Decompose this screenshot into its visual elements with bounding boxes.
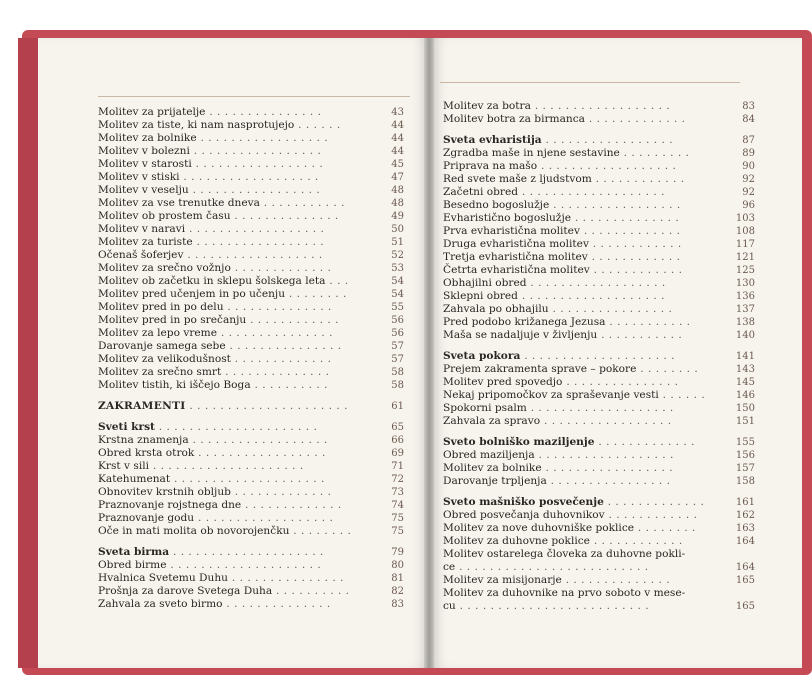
toc-leader-dots: . . . . . . . . . . . . . . . . . [189,145,322,157]
toc-entry-title: Molitev za duhovnike na prvo soboto v mese- [443,587,686,599]
toc-entry-page: 145 [735,377,755,388]
toc-leader-dots: . . . . . . . . . . . . [591,173,685,185]
toc-leader-dots: . . . . . . . . . . . [597,329,683,341]
toc-entry-page: 43 [391,107,404,118]
toc-entry-title: Molitev za misijonarje [443,574,562,586]
toc-entry [98,210,404,223]
toc-entry [443,134,755,147]
toc-entry [98,499,404,512]
toc-entry [443,376,755,389]
toc-entry-page: 44 [391,120,404,131]
toc-leader-dots: . . . . . . . . . . . . . [579,225,681,237]
toc-leader-dots: . . . . . . [658,389,706,401]
toc-entry [443,251,755,264]
toc-entry [98,197,404,210]
toc-leader-dots: . . . . . . . . . . . . . . . . . . . . [520,350,676,362]
toc-entry-title: Sveti krst [98,421,155,433]
toc-leader-dots: . . . . . . . . . . . . [588,238,682,250]
toc-leader-dots: . . . . . . . . . . . . . . [223,301,332,313]
toc-entry-title: Molitev za duhovne poklice [443,535,590,547]
toc-entry-title: Molitev za bolnike [443,462,542,474]
toc-leader-dots: . . . . . . . . . . . . . [594,436,696,448]
toc-leader-dots: . . . . . . . . . . . . . . . [562,376,679,388]
toc-leader-dots: . . . . . . . . . . . . . . . [228,572,345,584]
toc-leader-dots: . . . . . . . . . . . . . [603,496,705,508]
toc-entry [98,236,404,249]
toc-entry-title: Molitev za nove duhovniške poklice [443,522,635,534]
toc-entry-title: Prva evharistična molitev [443,225,580,237]
toc-entry-page: 158 [735,476,755,487]
toc-entry [98,262,404,275]
toc-entry-title: Prejem zakramenta sprave – pokore [443,363,637,375]
toc-entry-title: Obred maziljenja [443,449,535,461]
toc-entry-title: Praznovanje rojstnega dne [98,499,242,511]
toc-leader-dots: . . . . . . . . . . . [259,197,346,209]
toc-entry-page: 79 [391,547,404,558]
toc-entry-title: Molitev v naravi [98,223,186,235]
toc-leader-dots: . . . . . . . . . . . . . . [222,598,331,610]
toc-entry-page: 75 [391,526,404,537]
toc-entry-page: 84 [742,114,755,125]
toc-entry [443,462,755,475]
toc-leader-dots: . . . . . . . . [636,363,699,375]
left-toc-list [98,106,404,611]
toc-leader-dots: . . . . . . . . . . . . . . . . . [188,184,321,196]
toc-leader-dots: . . . . . . . . . . . . . . . . . . [530,100,671,112]
toc-entry [98,585,404,598]
toc-entry-page: 54 [391,276,404,287]
toc-entry-page: 90 [742,161,755,172]
toc-entry-page: 96 [742,200,755,211]
toc-entry [98,525,404,538]
toc-entry [443,290,755,303]
toc-entry-page: 165 [735,575,755,586]
toc-entry-page: 61 [391,401,404,412]
toc-entry [443,561,755,574]
toc-entry [443,147,755,160]
toc-entry-page: 156 [735,450,755,461]
toc-leader-dots: . . . . . . . . . . . . . [241,499,342,511]
toc-entry-page: 143 [735,364,755,375]
toc-entry-page: 55 [391,302,404,313]
toc-entry-title: Evharistično bogoslužje [443,212,571,224]
toc-entry-title: Sveta birma [98,546,170,558]
toc-entry-page: 49 [391,211,404,222]
toc-leader-dots: . . . . . . . . . . . . . . . . . [194,447,326,459]
toc-leader-dots: . . . . . . . . . . . . . . . . . . . [526,402,674,414]
toc-entry [98,421,404,434]
toc-entry-page: 69 [391,448,404,459]
toc-entry-title: Oče in mati molita ob novorojenčku [98,525,290,537]
toc-entry [98,447,404,460]
toc-leader-dots: . . . . . . . . . . . . . . [571,212,680,224]
toc-entry-title: Molitev za srečno vožnjo [98,262,231,274]
toc-entry [443,350,755,363]
toc-entry-page: 92 [742,187,755,198]
toc-entry [98,301,404,314]
toc-leader-dots: . . . . . . . . . . . . [589,535,683,547]
toc-entry [98,366,404,379]
toc-entry-title: ce [443,561,456,573]
toc-entry-title: Molitev pred spovedjo [443,376,563,388]
toc-leader-dots: . . . . . . . . . . . . [246,314,340,326]
toc-entry-page: 165 [735,601,755,612]
toc-entry [98,546,404,559]
toc-entry-page: 150 [735,403,755,414]
toc-leader-dots: . . . . . . . . . . . . . . . . . . [534,449,674,461]
toc-entry-page: 74 [391,500,404,511]
toc-leader-dots: . . . . . . . . . . . . . . . . . [549,199,681,211]
toc-leader-dots: . . . . . . . . . . . . . . . . . . . . . . . . . [455,600,650,612]
toc-leader-dots: . . . . . . . . . . . . . . . . . . [526,277,666,289]
toc-entry [443,329,755,342]
toc-entry [98,400,404,413]
toc-entry-page: 58 [391,380,404,391]
toc-entry [98,171,404,184]
toc-entry-page: 108 [735,226,755,237]
toc-entry-title: Molitev ostarelega človeka za duhovne pokli- [443,548,686,560]
toc-entry-title: Molitev ob prostem času [98,210,231,222]
toc-entry [98,559,404,572]
toc-entry [443,389,755,402]
toc-entry-page: 54 [391,289,404,300]
toc-entry [443,509,755,522]
toc-entry-title: Praznovanje godu [98,512,195,524]
toc-leader-dots: . . . . . . . . . . . . . . . . . . . . . [154,421,318,433]
toc-entry-title: ZAKRAMENTI [98,400,186,412]
toc-entry-page: 47 [391,172,404,183]
toc-leader-dots: . . . . . . . . . . . . . . . . . . [188,434,328,446]
toc-entry-page: 48 [391,185,404,196]
toc-entry [98,314,404,327]
toc-entry [443,496,755,509]
toc-entry-title: Zahvala po obhajilu [443,303,549,315]
toc-entry-title: Obred krsta otrok [98,447,195,459]
toc-entry-page: 117 [735,239,755,250]
toc-entry-title: Obred posvečanja duhovnikov [443,509,605,521]
toc-entry [443,264,755,277]
toc-entry [443,522,755,535]
toc-entry [443,415,755,428]
toc-entry-page: 125 [735,265,755,276]
toc-entry-page: 51 [391,237,404,248]
toc-leader-dots: . . . . . . . . . . . . . . [230,210,339,222]
toc-entry [98,132,404,145]
book-spine-edge [18,38,38,668]
toc-leader-dots: . . . . . . . . [285,288,347,300]
toc-entry-page: 89 [742,148,755,159]
toc-entry-page: 83 [391,599,404,610]
toc-entry [443,186,755,199]
toc-entry-page: 80 [391,560,404,571]
toc-entry [443,225,755,238]
toc-entry-title: Molitev pred in po srečanju [98,314,247,326]
toc-entry-title: Obhajilni obred [443,277,527,289]
toc-entry [98,275,404,288]
toc-entry-page: 83 [742,101,755,112]
toc-entry-page: 146 [735,390,755,401]
toc-leader-dots: . . . . . . . . . . [250,379,329,391]
toc-entry-title: Tretja evharistična molitev [443,251,588,263]
toc-entry-page: 157 [735,463,755,474]
toc-entry-page: 161 [735,497,755,508]
toc-entry [443,535,755,548]
toc-entry-title: Molitev za prijatelje [98,106,206,118]
toc-entry [98,145,404,158]
toc-entry-title: Zahvala za sveto birmo [98,598,223,610]
toc-entry [98,512,404,525]
toc-entry [98,434,404,447]
toc-entry-title: Molitev za botra [443,100,531,112]
toc-entry [98,340,404,353]
toc-entry-page: 81 [391,573,404,584]
toc-entry-title: Molitev tistih, ki iščejo Boga [98,379,251,391]
toc-entry-page: 141 [735,351,755,362]
toc-leader-dots: . . . . . . . . . . . . . . . [225,340,342,352]
toc-entry [98,486,404,499]
toc-leader-dots: . . . . . . . . . . . . . [584,113,686,125]
left-page-rule [98,96,410,97]
toc-entry-title: Pred podobo križanega Jezusa [443,316,606,328]
toc-entry-page: 65 [391,422,404,433]
toc-entry-title: Druga evharistična molitev [443,238,589,250]
toc-leader-dots: . . . . . . . . . . . . . . . . [546,475,671,487]
toc-leader-dots: . . . [325,275,349,287]
toc-entry [98,598,404,611]
toc-entry-title: Molitev pred in po delu [98,301,224,313]
toc-entry-page: 73 [391,487,404,498]
toc-entry-title: Sveta pokora [443,350,521,362]
toc-entry-page: 72 [391,474,404,485]
toc-entry-title: Obnovitev krstnih obljub [98,486,231,498]
toc-leader-dots: . . . . . . . . . . . . . . [221,366,330,378]
toc-entry-page: 53 [391,263,404,274]
toc-entry [443,548,755,561]
toc-entry-title: Spokorni psalm [443,402,527,414]
toc-entry-page: 52 [391,250,404,261]
toc-entry-page: 136 [735,291,755,302]
toc-entry-title: Krstna znamenja [98,434,189,446]
toc-entry-title: Obred birme [98,559,167,571]
toc-entry-page: 162 [735,510,755,521]
toc-entry-title: Molitev v bolezni [98,145,190,157]
toc-leader-dots: . . . . . . . . . . . . [589,264,683,276]
toc-entry [98,158,404,171]
toc-entry [98,288,404,301]
toc-entry-title: Darovanje trpljenja [443,475,547,487]
toc-entry [443,574,755,587]
toc-leader-dots: . . . . . . . . . . . . . . . . . [196,132,329,144]
toc-entry [443,277,755,290]
toc-entry-page: 57 [391,354,404,365]
toc-entry-page: 137 [735,304,755,315]
toc-leader-dots: . . . . . . . . . . [272,585,350,597]
toc-entry-title: Molitev v starosti [98,158,192,170]
toc-entry-page: 44 [391,133,404,144]
toc-entry-title: Četrta evharistična molitev [443,264,590,276]
toc-entry-page: 164 [735,536,755,547]
toc-leader-dots: . . . . . . . . . . . . . . . . . . [183,249,323,261]
toc-leader-dots: . . . . . . . . . . . . . . . . . . . . . . . . . [455,561,649,573]
toc-entry [443,199,755,212]
toc-leader-dots: . . . . . . . . . . . . . . . . . [191,158,324,170]
toc-entry-page: 45 [391,159,404,170]
toc-entry-title: Molitev pred učenjem in po učenju [98,288,286,300]
toc-entry-page: 163 [735,523,755,534]
toc-entry [98,327,404,340]
toc-leader-dots: . . . . . . . . . . . . . . . . . . . . [149,460,304,472]
toc-entry [98,223,404,236]
toc-entry [98,106,404,119]
toc-leader-dots: . . . . . . . . . . . . . [230,353,332,365]
toc-entry-title: Priprava na mašo [443,160,538,172]
toc-entry-page: 44 [391,146,404,157]
toc-entry-title: Molitev za bolnike [98,132,197,144]
toc-entry-title: Molitev za lepo vreme [98,327,217,339]
toc-leader-dots: . . . . . . . . . . . . . . . . . . [537,160,677,172]
toc-entry-page: 155 [735,437,755,448]
toc-leader-dots: . . . . . . . . . [619,147,690,159]
toc-entry-title: Molitev v veselju [98,184,189,196]
toc-entry [443,475,755,488]
toc-leader-dots: . . . . . . . . . . . . [604,509,698,521]
toc-leader-dots: . . . . . . . . [634,522,696,534]
toc-entry-title: Besedno bogoslužje [443,199,550,211]
toc-entry [443,587,755,600]
toc-entry [443,113,755,126]
toc-leader-dots: . . . . . . . . . . . . . . . [216,327,333,339]
toc-entry-title: Sklepni obred [443,290,518,302]
toc-entry-page: 75 [391,513,404,524]
toc-entry-title: Red svete maše z ljudstvom [443,173,592,185]
toc-entry-page: 57 [391,341,404,352]
toc-entry-title: Prošnja za darove Svetega Duha [98,585,273,597]
toc-entry-title: Sveto mašniško posvečenje [443,496,604,508]
toc-entry-title: Molitev v stiski [98,171,180,183]
toc-leader-dots: . . . . . . . . . . . [605,316,691,328]
toc-entry-title: cu [443,600,456,612]
toc-entry-page: 58 [391,367,404,378]
toc-entry-title: Darovanje samega sebe [98,340,226,352]
right-toc-list [443,100,755,613]
toc-entry-title: Sveto bolniško maziljenje [443,436,595,448]
toc-entry-title: Zgradba maše in njene sestavine [443,147,620,159]
book-gutter [424,38,434,668]
toc-entry [98,249,404,262]
toc-leader-dots: . . . . . . . . . . . . . . . [205,106,322,118]
toc-entry-page: 92 [742,174,755,185]
toc-entry [443,238,755,251]
toc-entry [98,460,404,473]
toc-entry-page: 56 [391,328,404,339]
toc-entry [443,173,755,186]
toc-entry [443,436,755,449]
toc-entry [443,449,755,462]
toc-entry-page: 87 [742,135,755,146]
toc-entry [98,473,404,486]
toc-entry-title: Očenaš šoferjev [98,249,184,261]
toc-entry-title: Molitev za tiste, ki nam nasprotujejo [98,119,295,131]
toc-entry-title: Hvalnica Svetemu Duhu [98,572,228,584]
toc-entry [98,572,404,585]
toc-entry [443,303,755,316]
toc-entry-page: 151 [735,416,755,427]
toc-entry-page: 138 [735,317,755,328]
toc-entry-title: Molitev za velikodušnost [98,353,231,365]
toc-entry-title: Katehumenat [98,473,171,485]
toc-entry-page: 121 [735,252,755,263]
toc-leader-dots: . . . . . . . . . . . . . . . . . . . . . [185,400,348,412]
toc-entry-page: 48 [391,198,404,209]
toc-leader-dots: . . . . . . . . . . . . . . . . . [541,134,674,146]
toc-leader-dots: . . . . . . . . . . . . [587,251,681,263]
toc-leader-dots: . . . . . . . . . . . . . . . . . . . . [169,546,324,558]
toc-entry [98,379,404,392]
toc-entry-page: 82 [391,586,404,597]
toc-entry-title: Molitev ob začetku in sklepu šolskega leta [98,275,326,287]
toc-leader-dots: . . . . . . . . . . . . . . . . [548,303,673,315]
toc-entry-title: Molitev za turiste [98,236,193,248]
toc-leader-dots: . . . . . . . . . . . . . . . . . [540,415,672,427]
toc-leader-dots: . . . . . . . . . . . . . . . . . [541,462,674,474]
toc-entry [443,212,755,225]
toc-leader-dots: . . . . . . . . . . . . . . . . . . . [518,186,665,198]
toc-leader-dots: . . . . . . . . . . . . . . . . . . . . [170,473,325,485]
toc-leader-dots: . . . . . . [294,119,341,131]
toc-entry [98,184,404,197]
toc-entry [443,316,755,329]
toc-leader-dots: . . . . . . . . . . . . . . . . . . . [517,290,665,302]
toc-leader-dots: . . . . . . . . . . . . . . . . . . [194,512,334,524]
toc-entry-title: Sveta evharistija [443,134,542,146]
toc-leader-dots: . . . . . . . . . . . . . . . . . . [185,223,325,235]
toc-leader-dots: . . . . . . . . . . . . . . . . . . [179,171,319,183]
toc-entry-page: 66 [391,435,404,446]
toc-leader-dots: . . . . . . . . . . . . . [230,486,332,498]
toc-leader-dots: . . . . . . . . [289,525,352,537]
toc-entry-title: Zahvala za spravo [443,415,541,427]
right-page-rule [440,82,740,83]
toc-entry [443,160,755,173]
toc-entry-title: Molitev za srečno smrt [98,366,222,378]
toc-entry-page: 164 [735,562,755,573]
toc-entry-page: 50 [391,224,404,235]
toc-entry-page: 140 [735,330,755,341]
toc-entry-title: Nekaj pripomočkov za spraševanje vesti [443,389,659,401]
toc-leader-dots: . . . . . . . . . . . . . [230,262,332,274]
toc-entry [443,100,755,113]
toc-entry-page: 71 [391,461,404,472]
toc-entry [443,402,755,415]
toc-leader-dots: . . . . . . . . . . . . . . . . . . . . [166,559,322,571]
toc-entry [98,353,404,366]
toc-entry-title: Molitev botra za birmanca [443,113,585,125]
toc-entry [98,119,404,132]
toc-entry-page: 130 [735,278,755,289]
toc-entry-page: 56 [391,315,404,326]
toc-entry-title: Maša se nadaljuje v življenju [443,329,598,341]
toc-entry-title: Krst v sili [98,460,149,472]
toc-entry-title: Molitev za vse trenutke dneva [98,197,260,209]
toc-entry-page: 103 [735,213,755,224]
toc-leader-dots: . . . . . . . . . . . . . . . . . [192,236,325,248]
toc-entry-title: Začetni obred [443,186,518,198]
toc-leader-dots: . . . . . . . . . . . . . . [561,574,671,586]
toc-entry [443,600,755,613]
toc-entry [443,363,755,376]
